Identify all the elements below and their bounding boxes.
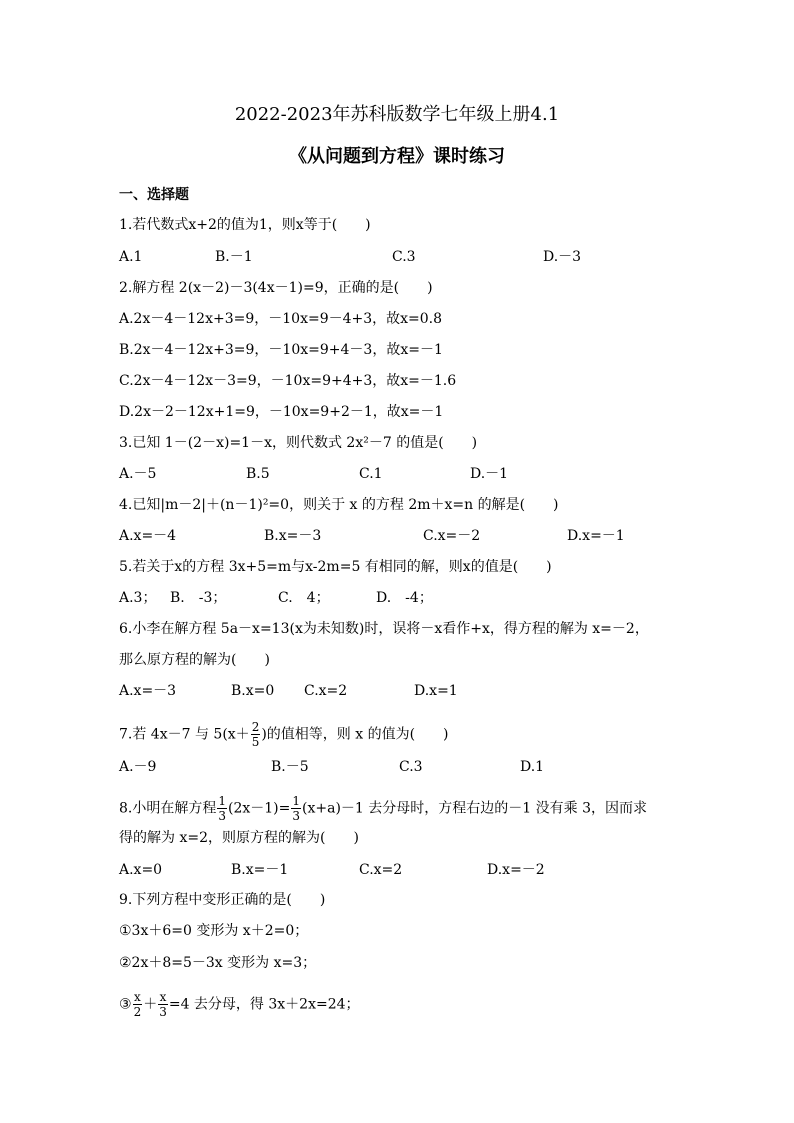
q9-item-2: ②2x＋8=5－3x 变形为 x=3； xyxy=(119,955,317,971)
q6-option-d: D.x=1 xyxy=(414,683,458,699)
q3-option-d: D.－1 xyxy=(470,466,509,482)
question-6-stem-line1: 6.小李在解方程 5a－x=13(x为未知数)时，误将－x看作+x，得方程的解为 x=－2， xyxy=(119,621,649,637)
q9-item-3-plus: ＋ xyxy=(143,996,158,1013)
q9-item-3 xyxy=(119,990,360,1019)
question-9-stem: 9.下列方程中变形正确的是( ) xyxy=(119,892,326,908)
q7-stem-pre: 7.若 4x－7 与 5(x＋ xyxy=(119,726,250,743)
q7-fraction-denominator: 5 xyxy=(251,735,260,749)
q9-item-1: ①3x＋6=0 变形为 x＋2=0； xyxy=(119,923,309,939)
doc-title-line2: 《从问题到方程》课时练习 xyxy=(289,146,505,167)
question-1-stem: 1.若代数式x+2的值为1，则x等于( ) xyxy=(119,217,371,233)
q4-option-b: B.x=－3 xyxy=(264,528,322,544)
question-7-stem xyxy=(119,720,449,749)
q4-option-d: D.x=－1 xyxy=(567,528,625,544)
q1-option-d: D.－3 xyxy=(543,249,582,265)
q1-option-a: A.1 xyxy=(119,249,143,265)
question-2-stem: 2.解方程 2(x－2)－3(4x－1)=9，正确的是( ) xyxy=(119,280,433,296)
q8-option-d: D.x=－2 xyxy=(487,862,545,878)
q2-option-d: D.2x－2－12x+1=9，－10x=9+2－1，故x=－1 xyxy=(119,404,444,420)
q9-item-3-fraction-1 xyxy=(133,990,143,1019)
q4-option-c: C.x=－2 xyxy=(423,528,481,544)
q8-stem-pre: 8.小明在解方程 xyxy=(119,800,217,817)
section-heading: 一、选择题 xyxy=(119,187,189,203)
q8-stem-mid: (2x－1)= xyxy=(228,800,291,817)
doc-title-line1: 2022-2023年苏科版数学七年级上册4.1 xyxy=(234,104,560,125)
q2-option-c: C.2x－4－12x－3=9，－10x=9+4+3，故x=－1.6 xyxy=(119,373,457,389)
q6-option-c: C.x=2 xyxy=(304,683,348,699)
q8-fraction-1 xyxy=(217,794,227,823)
q5-option-c: C. 4； xyxy=(278,590,330,606)
q7-option-a: A.－9 xyxy=(119,759,157,775)
q4-option-a: A.x=－4 xyxy=(119,528,177,544)
q9-item-3-pre: ③ xyxy=(119,996,132,1013)
q8-fraction-1-numerator: 1 xyxy=(218,794,226,808)
q6-option-a: A.x=－3 xyxy=(119,683,177,699)
q7-stem-post: )的值相等，则 x 的值为( ) xyxy=(261,726,449,743)
q8-option-b: B.x=－1 xyxy=(231,862,289,878)
q7-fraction-numerator: 2 xyxy=(251,720,260,734)
q1-option-c: C.3 xyxy=(392,249,416,265)
q8-option-c: C.x=2 xyxy=(359,862,403,878)
q5-option-a: A.3； xyxy=(119,590,157,606)
q3-option-a: A.－5 xyxy=(119,466,157,482)
q5-option-d: D. -4； xyxy=(376,590,433,606)
q8-fraction-2-numerator: 1 xyxy=(292,794,301,808)
q9-item-3-fraction-2-numerator: x xyxy=(159,990,167,1004)
question-5-stem: 5.若关于x的方程 3x+5=m与x-2m=5 有相同的解，则x的值是( ) xyxy=(119,559,552,575)
q7-option-b: B.－5 xyxy=(271,759,309,775)
q9-item-3-fraction-1-denominator: 2 xyxy=(133,1005,142,1019)
q7-fraction xyxy=(251,720,261,749)
question-8-stem-line1 xyxy=(119,794,647,823)
q9-item-3-fraction-2 xyxy=(158,990,168,1019)
q8-fraction-2 xyxy=(291,794,301,823)
question-8-stem-line2: 得的解为 x=2，则原方程的解为( ) xyxy=(119,830,359,846)
q8-fraction-2-denominator: 3 xyxy=(292,809,301,823)
q8-option-a: A.x=0 xyxy=(119,862,163,878)
q9-item-3-fraction-2-denominator: 3 xyxy=(159,1005,167,1019)
question-4-stem: 4.已知|m－2|＋(n－1)²=0，则关于 x 的方程 2m＋x=n 的解是( ) xyxy=(119,497,559,513)
q2-option-b: B.2x－4－12x+3=9，－10x=9+4－3，故x=－1 xyxy=(119,342,443,358)
q9-item-3-post: =4 去分母，得 3x＋2x=24； xyxy=(168,996,360,1013)
q7-option-c: C.3 xyxy=(399,759,423,775)
q8-fraction-1-denominator: 3 xyxy=(218,809,226,823)
q7-option-d: D.1 xyxy=(520,759,545,775)
q1-option-b: B.－1 xyxy=(215,249,253,265)
q2-option-a: A.2x－4－12x+3=9，－10x=9－4+3，故x=0.8 xyxy=(119,311,443,327)
q8-stem-post: (x+a)－1 去分母时，方程右边的－1 没有乘 3，因而求 xyxy=(302,800,647,817)
q9-item-3-fraction-1-numerator: x xyxy=(133,990,141,1004)
question-6-stem-line2: 那么原方程的解为( ) xyxy=(119,652,270,668)
question-3-stem: 3.已知 1－(2－x)=1－x，则代数式 2x²－7 的值是( ) xyxy=(119,435,478,451)
q5-option-b: B. -3； xyxy=(170,590,227,606)
q3-option-b: B.5 xyxy=(246,466,270,482)
q3-option-c: C.1 xyxy=(359,466,383,482)
q6-option-b: B.x=0 xyxy=(231,683,275,699)
